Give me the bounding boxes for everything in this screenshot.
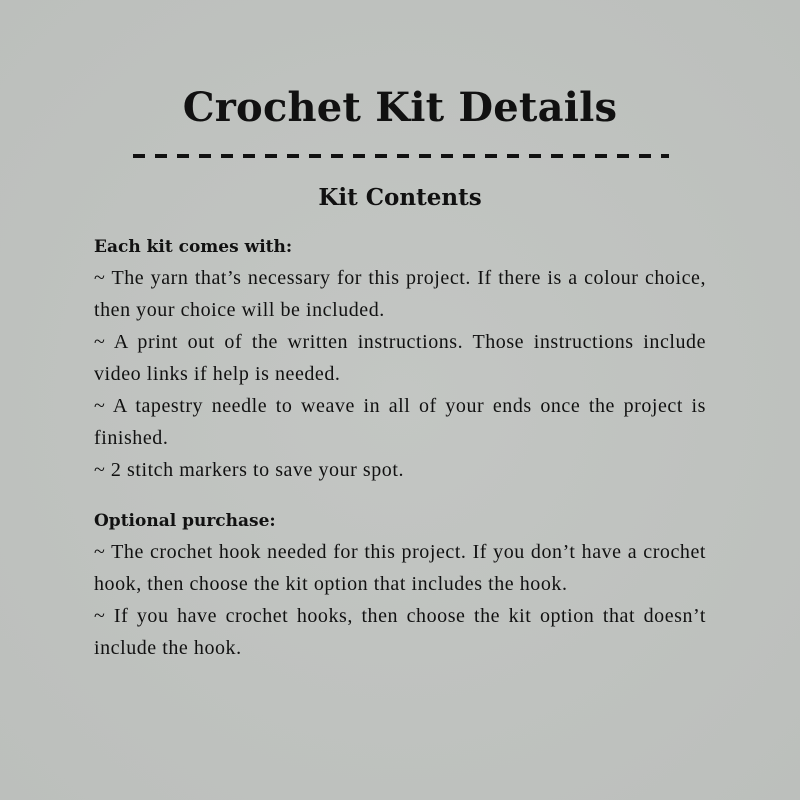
- list-item: ~ A tapestry needle to weave in all of your ends once the project is finished.: [94, 395, 706, 449]
- section-optional: [94, 506, 706, 664]
- kit-details-body: [94, 232, 706, 664]
- page-title: Crochet Kit Details: [182, 84, 618, 131]
- section-title: Kit Contents: [318, 184, 482, 211]
- section-heading-optional: Optional purchase:: [94, 511, 276, 531]
- list-item: ~ If you have crochet hooks, then choose the kit option that doesn’t include the hook.: [94, 605, 706, 659]
- list-item: ~ The crochet hook needed for this project. If you don’t have a crochet hook, then choose the kit option that includes the hook.: [94, 541, 706, 595]
- section-heading-included: Each kit comes with:: [94, 237, 293, 257]
- list-item: ~ The yarn that’s necessary for this project. If there is a colour choice, then your choice will be included.: [94, 267, 706, 321]
- list-item: ~ 2 stitch markers to save your spot.: [94, 459, 405, 481]
- dashed-divider: [133, 154, 669, 158]
- list-item: ~ A print out of the written instructions. Those instructions include video links if help is needed.: [94, 331, 706, 385]
- section-included: [94, 232, 706, 486]
- section-gap: [94, 486, 706, 506]
